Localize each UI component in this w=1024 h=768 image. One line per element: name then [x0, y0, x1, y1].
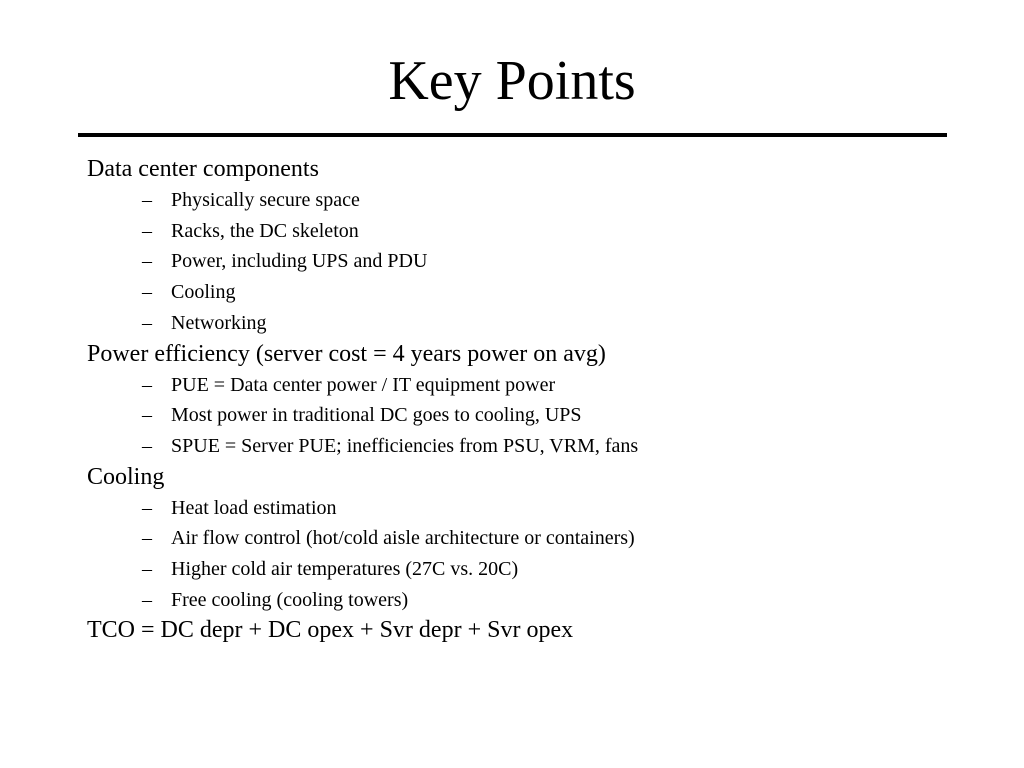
- dash-bullet: –: [142, 373, 152, 396]
- bullet-item: Power efficiency (server cost = 4 years power on avg): [87, 340, 606, 367]
- sub-bullet-item: [87, 277, 987, 308]
- sub-bullet-text: Free cooling (cooling towers): [171, 588, 409, 611]
- sub-bullet-item: [87, 216, 987, 247]
- sub-bullet-text: Networking: [171, 311, 267, 334]
- sub-bullet-list: [87, 370, 987, 462]
- sub-bullet-item: [87, 554, 987, 585]
- dash-bullet: –: [142, 496, 152, 519]
- bullet-item: Cooling: [87, 463, 165, 490]
- sub-bullet-item: [87, 523, 987, 554]
- sub-bullet-text: SPUE = Server PUE; inefficiencies from PSU, VRM, fans: [171, 434, 639, 457]
- bullet-item: TCO = DC depr + DC opex + Svr depr + Svr opex: [87, 617, 574, 644]
- dash-bullet: –: [142, 250, 152, 273]
- dash-bullet: –: [142, 311, 152, 334]
- dash-bullet: –: [142, 404, 152, 427]
- sub-bullet-item: [87, 185, 987, 216]
- sub-bullet-text: Cooling: [171, 281, 236, 304]
- bullet-group: [87, 615, 987, 646]
- dash-bullet: –: [142, 434, 152, 457]
- bullet-item: Data center components: [87, 156, 319, 182]
- sub-bullet-list: [87, 185, 987, 339]
- bullet-group: [87, 154, 987, 339]
- dash-bullet: –: [142, 189, 152, 211]
- sub-bullet-text: Higher cold air temperatures (27C vs. 20C): [171, 558, 519, 581]
- sub-bullet-text: Racks, the DC skeleton: [171, 219, 359, 242]
- sub-bullet-item: [87, 246, 987, 277]
- sub-bullet-item: [87, 400, 987, 431]
- title-divider: [78, 133, 947, 137]
- sub-bullet-text: Power, including UPS and PDU: [171, 250, 428, 273]
- dash-bullet: –: [142, 558, 152, 581]
- sub-bullet-item: [87, 585, 987, 616]
- sub-bullet-item: [87, 370, 987, 401]
- bullet-group: [87, 462, 987, 616]
- slide-title: Key Points: [388, 50, 636, 112]
- sub-bullet-text: PUE = Data center power / IT equipment power: [171, 373, 556, 396]
- dash-bullet: –: [142, 219, 152, 242]
- sub-bullet-item: [87, 493, 987, 524]
- sub-bullet-text: Physically secure space: [171, 189, 360, 211]
- dash-bullet: –: [142, 527, 152, 550]
- sub-bullet-text: Air flow control (hot/cold aisle architecture or containers): [171, 527, 635, 550]
- sub-bullet-text: Most power in traditional DC goes to cooling, UPS: [171, 404, 582, 427]
- bullet-list: [87, 154, 987, 646]
- sub-bullet-text: Heat load estimation: [171, 496, 337, 519]
- dash-bullet: –: [142, 588, 152, 611]
- sub-bullet-list: [87, 493, 987, 616]
- bullet-group: [87, 339, 987, 462]
- sub-bullet-item: [87, 431, 987, 462]
- dash-bullet: –: [142, 281, 152, 304]
- sub-bullet-item: [87, 308, 987, 339]
